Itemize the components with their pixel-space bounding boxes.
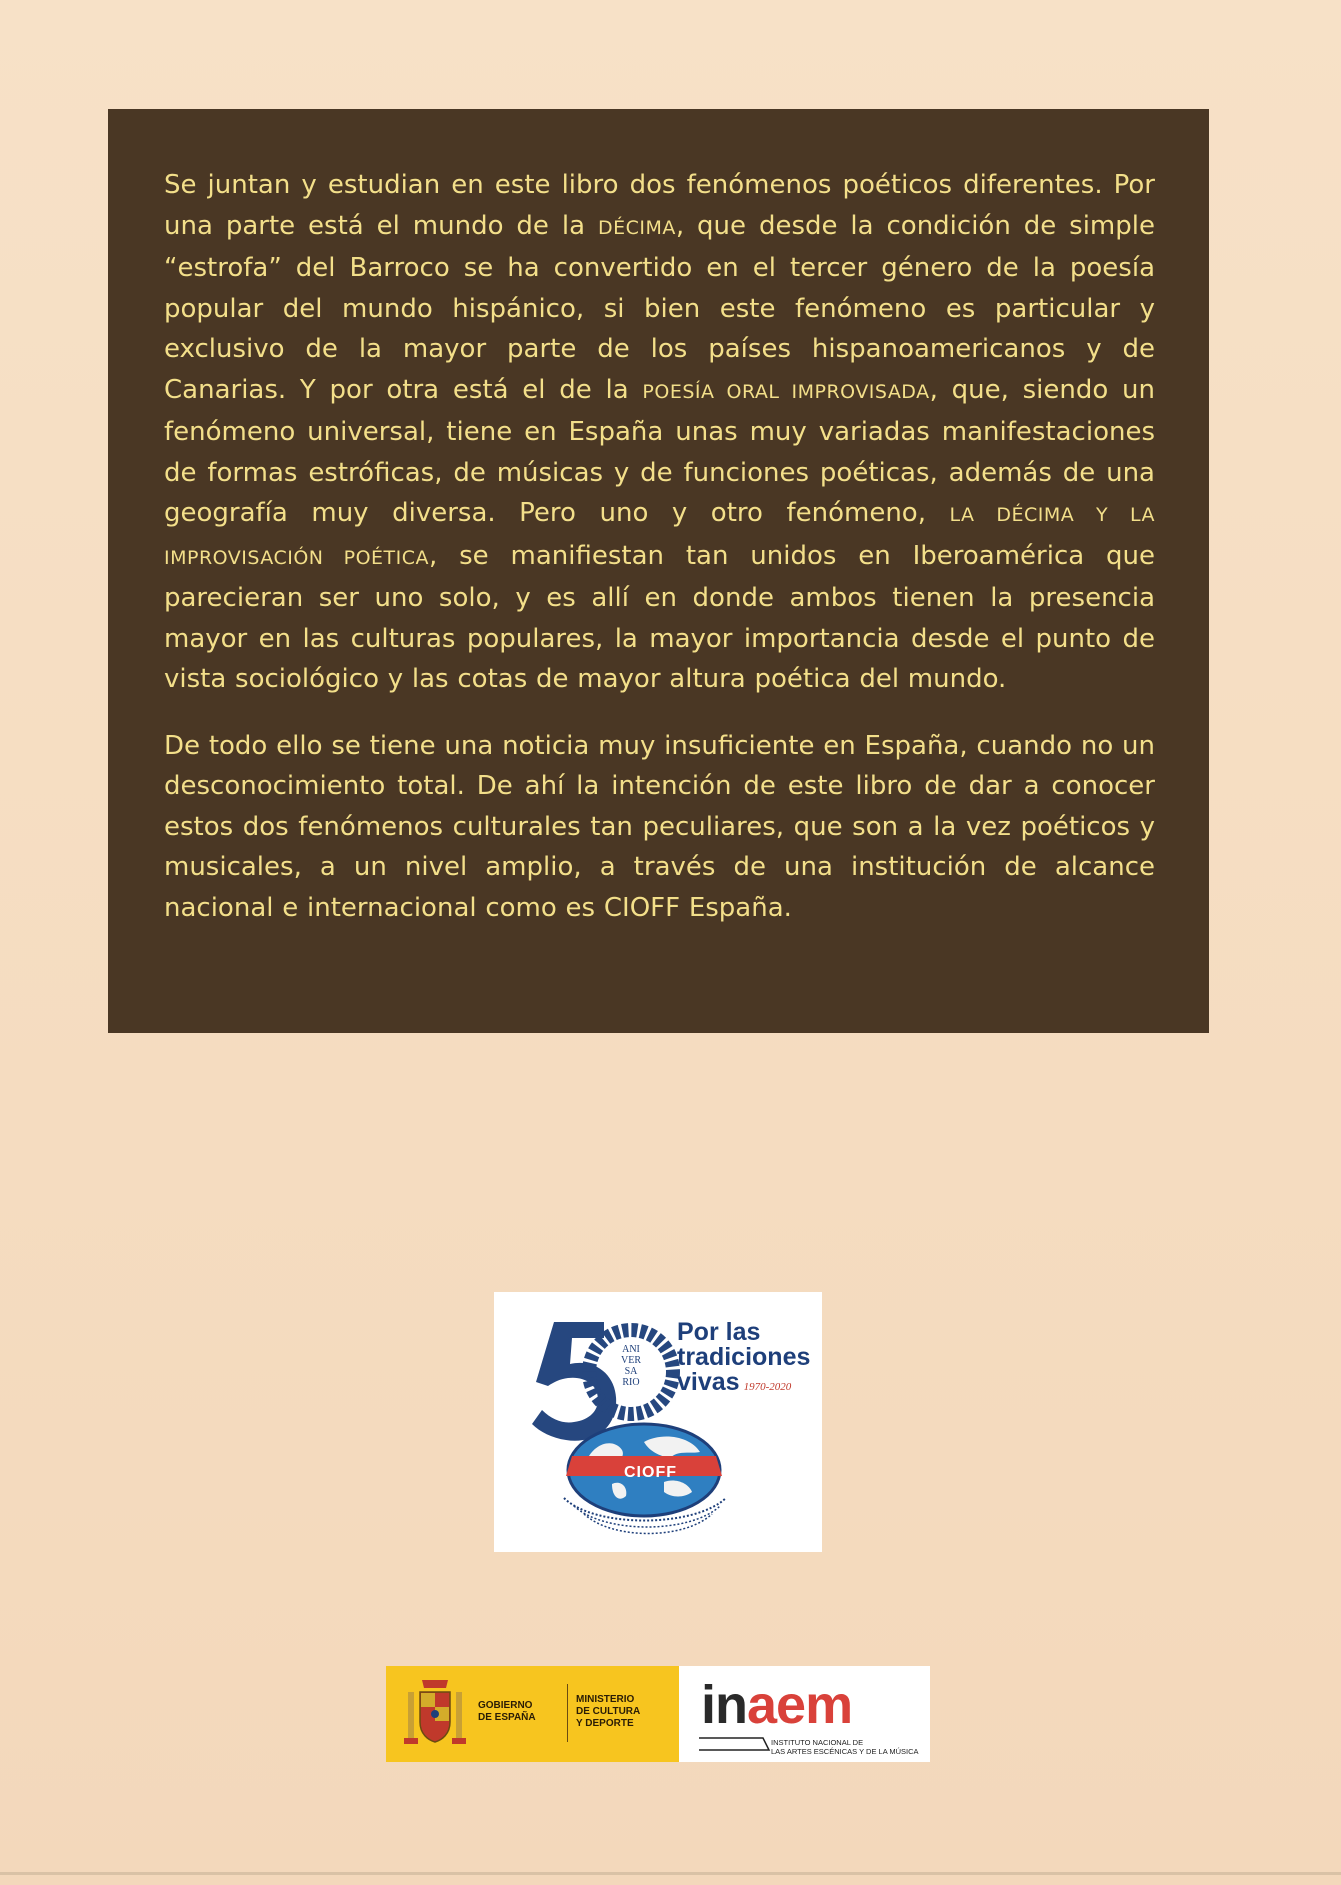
text-run: , se manifiestan tan unidos en Iberoamérica que parecieran ser uno solo, y es allí en donde ambos tienen la presencia mayor en las culturas populares, la mayor importancia desde el punto de vista sociológico y las cotas de mayor altura poética del mundo. bbox=[164, 540, 1155, 694]
text-run: , que, siendo un fenómeno universal, tiene en España unas muy variadas manifestaciones de formas estróficas, de músicas y de funciones poéticas, además de una geografía muy diversa. Pero uno y otro fenómeno, bbox=[164, 374, 1155, 528]
aniversario-label: ANI VER SA RIO bbox=[621, 1344, 641, 1388]
cioff-50-anniversary-logo bbox=[494, 1292, 822, 1552]
years-label: 1970-2020 bbox=[743, 1381, 792, 1393]
inaem-logo bbox=[679, 1666, 930, 1762]
synopsis-paragraph-2: De todo ello se tiene una noticia muy insuficiente en España, cuando no un desconocimiento total. De ahí la intención de este libro de dar a conocer estos dos fenómenos culturales tan peculiares, que son a la vez poéticos y musicales, a un nivel amplio, a través de una institución de alcance nacional e internacional como es CIOFF España. bbox=[164, 730, 1155, 923]
small-caps-term: LA DÉCIMA Y LA IMPROVISACIÓN POÉTICA bbox=[164, 504, 1155, 569]
synopsis-paragraph-1 bbox=[164, 165, 1155, 700]
cioff-slogan: Por las tradiciones vivas 1970-2020 bbox=[677, 1318, 811, 1396]
gobierno-de-espana-logo bbox=[386, 1666, 679, 1762]
gov-divider bbox=[567, 1684, 568, 1742]
gobierno-label: GOBIERNO DE ESPAÑA bbox=[478, 1700, 536, 1723]
coat-of-arms-icon bbox=[400, 1666, 470, 1762]
text-run: , que desde la condición de simple “estrofa” del Barroco se ha convertido en el tercer género de la poesía popular del mundo hispánico, si bien este fenómeno es particular y exclusivo de la mayor parte de los países hispanoamericanos y de Canarias. Y por otra está el de la bbox=[164, 210, 1155, 405]
text-run: Se juntan y estudian en este libro dos fenómenos poéticos diferentes. Por una parte está el mundo de la bbox=[164, 170, 1155, 241]
cioff-brand-label: CIOFF bbox=[624, 1464, 677, 1481]
small-caps-term: DÉCIMA bbox=[597, 216, 676, 239]
synopsis-panel bbox=[108, 109, 1209, 1033]
inaem-subtitle: INSTITUTO NACIONAL DE LAS ARTES ESCÉNICAS Y DE LA MÚSICA bbox=[771, 1738, 919, 1756]
ministerio-label: MINISTERIO DE CULTURA Y DEPORTE bbox=[576, 1694, 641, 1729]
inaem-wordmark: inaem bbox=[701, 1675, 853, 1735]
bottom-edge-line bbox=[0, 1872, 1341, 1875]
inaem-underline bbox=[679, 1666, 930, 1762]
small-caps-term: POESÍA ORAL IMPROVISADA bbox=[642, 380, 930, 403]
sponsor-logos-bar bbox=[386, 1666, 930, 1762]
